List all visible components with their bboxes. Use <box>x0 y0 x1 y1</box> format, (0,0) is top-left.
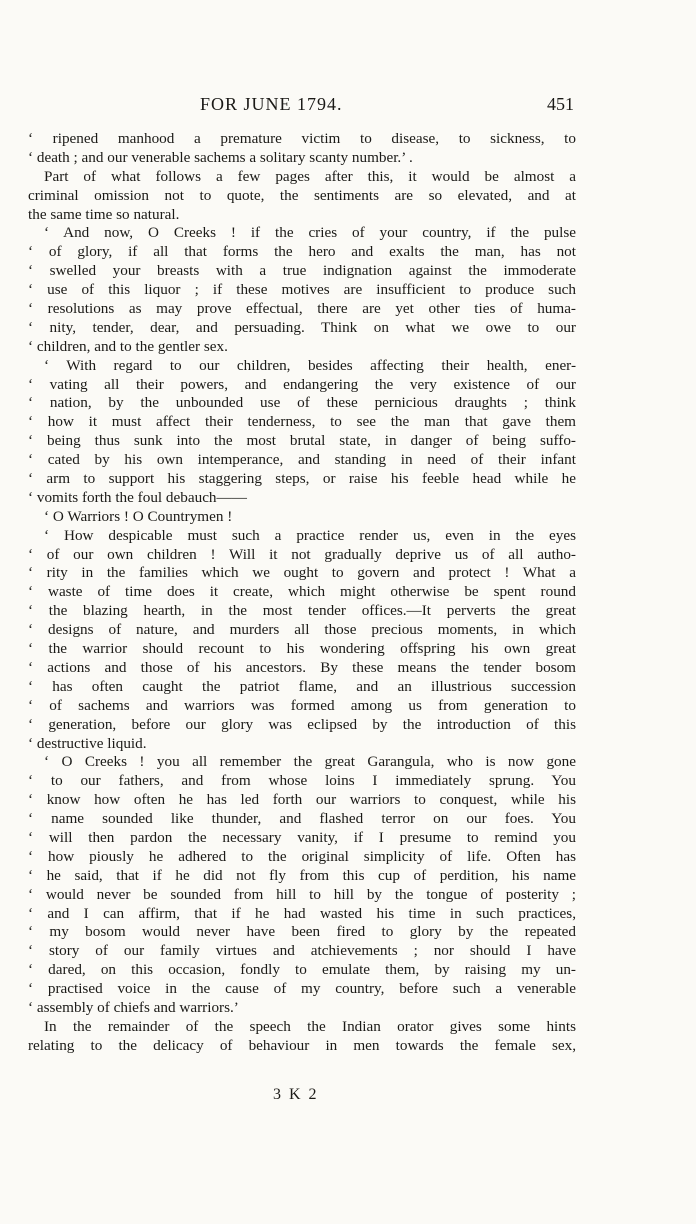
text-line: ‘ my bosom would never have been fired to glory by the repeated <box>28 923 576 941</box>
text-line: ‘ nity, tender, dear, and persuading. Think on what we owe to our <box>28 318 576 336</box>
text-line: ‘ vating all their powers, and endangering the very existence of our <box>28 375 576 393</box>
text-line: In the remainder of the speech the Indian orator gives some hints <box>44 1017 576 1035</box>
text-line: ‘ and I can affirm, that if he had wasted his time in such practices, <box>28 904 576 922</box>
text-line: ‘ would never be sounded from hill to hill by the tongue of posterity ; <box>28 885 576 903</box>
text-line: ‘ And now, O Creeks ! if the cries of your country, if the pulse <box>44 224 576 242</box>
text-line: ‘ know how often he has led forth our warriors to conquest, while his <box>28 791 576 809</box>
text-line: ‘ generation, before our glory was eclipsed by the introduction of this <box>28 715 576 733</box>
text-line: ‘ being thus sunk into the most brutal state, in danger of being suffo- <box>28 432 576 450</box>
text-line: ‘ he said, that if he did not fly from this cup of perdition, his name <box>28 866 576 884</box>
text-line: ‘ the blazing hearth, in the most tender offices.—It perverts the great <box>28 602 576 620</box>
text-line: ‘ use of this liquor ; if these motives are insufficient to produce such <box>28 281 576 299</box>
text-line: ‘ of our own children ! Will it not gradually deprive us of all autho- <box>28 545 576 563</box>
text-line: ‘ designs of nature, and murders all those precious moments, in which <box>28 621 576 639</box>
text-line: ‘ practised voice in the cause of my country, before such a venerable <box>28 980 576 998</box>
text-line: ‘ will then pardon the necessary vanity, if I presume to remind you <box>28 828 576 846</box>
text-line: ‘ swelled your breasts with a true indignation against the immoderate <box>28 262 576 280</box>
text-line: ‘ the warrior should recount to his wondering offspring his own great <box>28 640 576 658</box>
body-text <box>28 130 576 1056</box>
text-line: ‘ story of our family virtues and atchievements ; nor should I have <box>28 942 576 960</box>
text-line: ‘ has often caught the patriot flame, and an illustrious succession <box>28 677 576 695</box>
running-title: FOR JUNE 1794. <box>200 94 343 114</box>
text-line: Part of what follows a few pages after this, it would be almost a <box>44 167 576 185</box>
text-line: criminal omission not to quote, the sentiments are so elevated, and at <box>28 186 576 204</box>
text-line: ‘ how it must affect their tenderness, to see the man that gave them <box>28 413 576 431</box>
text-line: ‘ children, and to the gentler sex. <box>28 337 228 355</box>
text-line: ‘ rity in the families which we ought to govern and protect ! What a <box>28 564 576 582</box>
text-line: ‘ to our fathers, and from whose loins I immediately sprung. You <box>28 772 576 790</box>
text-line: ‘ How despicable must such a practice render us, even in the eyes <box>44 526 576 544</box>
text-line: ‘ arm to support his staggering steps, or raise his feeble head while he <box>28 470 576 488</box>
text-line: ‘ of sachems and warriors was formed among us from generation to <box>28 696 576 714</box>
text-line: ‘ O Warriors ! O Countrymen ! <box>44 507 233 525</box>
signature-mark: 3 K 2 <box>273 1086 319 1103</box>
text-line: ‘ ripened manhood a premature victim to disease, to sickness, to <box>28 130 576 147</box>
text-line: ‘ O Creeks ! you all remember the great Garangula, who is now gone <box>44 753 576 771</box>
text-line: ‘ dared, on this occasion, fondly to emulate them, by raising my un- <box>28 961 576 979</box>
text-line: ‘ of glory, if all that forms the hero and exalts the man, has not <box>28 243 576 261</box>
text-line: ‘ assembly of chiefs and warriors.’ <box>28 998 239 1016</box>
text-line: ‘ cated by his own intemperance, and standing in need of their infant <box>28 451 576 469</box>
text-line: relating to the delicacy of behaviour in men towards the female sex, <box>28 1036 576 1054</box>
text-line: ‘ resolutions as may prove effectual, there are yet other ties of huma- <box>28 300 576 318</box>
text-line: ‘ With regard to our children, besides affecting their health, ener- <box>44 356 576 374</box>
text-line: ‘ actions and those of his ancestors. By these means the tender bosom <box>28 658 576 676</box>
text-line: ‘ how piously he adhered to the original simplicity of life. Often has <box>28 847 576 865</box>
text-line: the same time so natural. <box>28 205 180 223</box>
text-line: ‘ name sounded like thunder, and flashed terror on our foes. You <box>28 810 576 828</box>
text-line: ‘ nation, by the unbounded use of these pernicious draughts ; think <box>28 394 576 412</box>
text-line: ‘ waste of time does it create, which might otherwise be spent round <box>28 583 576 601</box>
text-line: ‘ death ; and our venerable sachems a solitary scanty number.’ . <box>28 148 413 166</box>
text-line: ‘ vomits forth the foul debauch—— <box>28 488 247 506</box>
page-header <box>0 94 696 118</box>
page-number: 451 <box>547 94 574 114</box>
text-line: ‘ destructive liquid. <box>28 734 147 752</box>
